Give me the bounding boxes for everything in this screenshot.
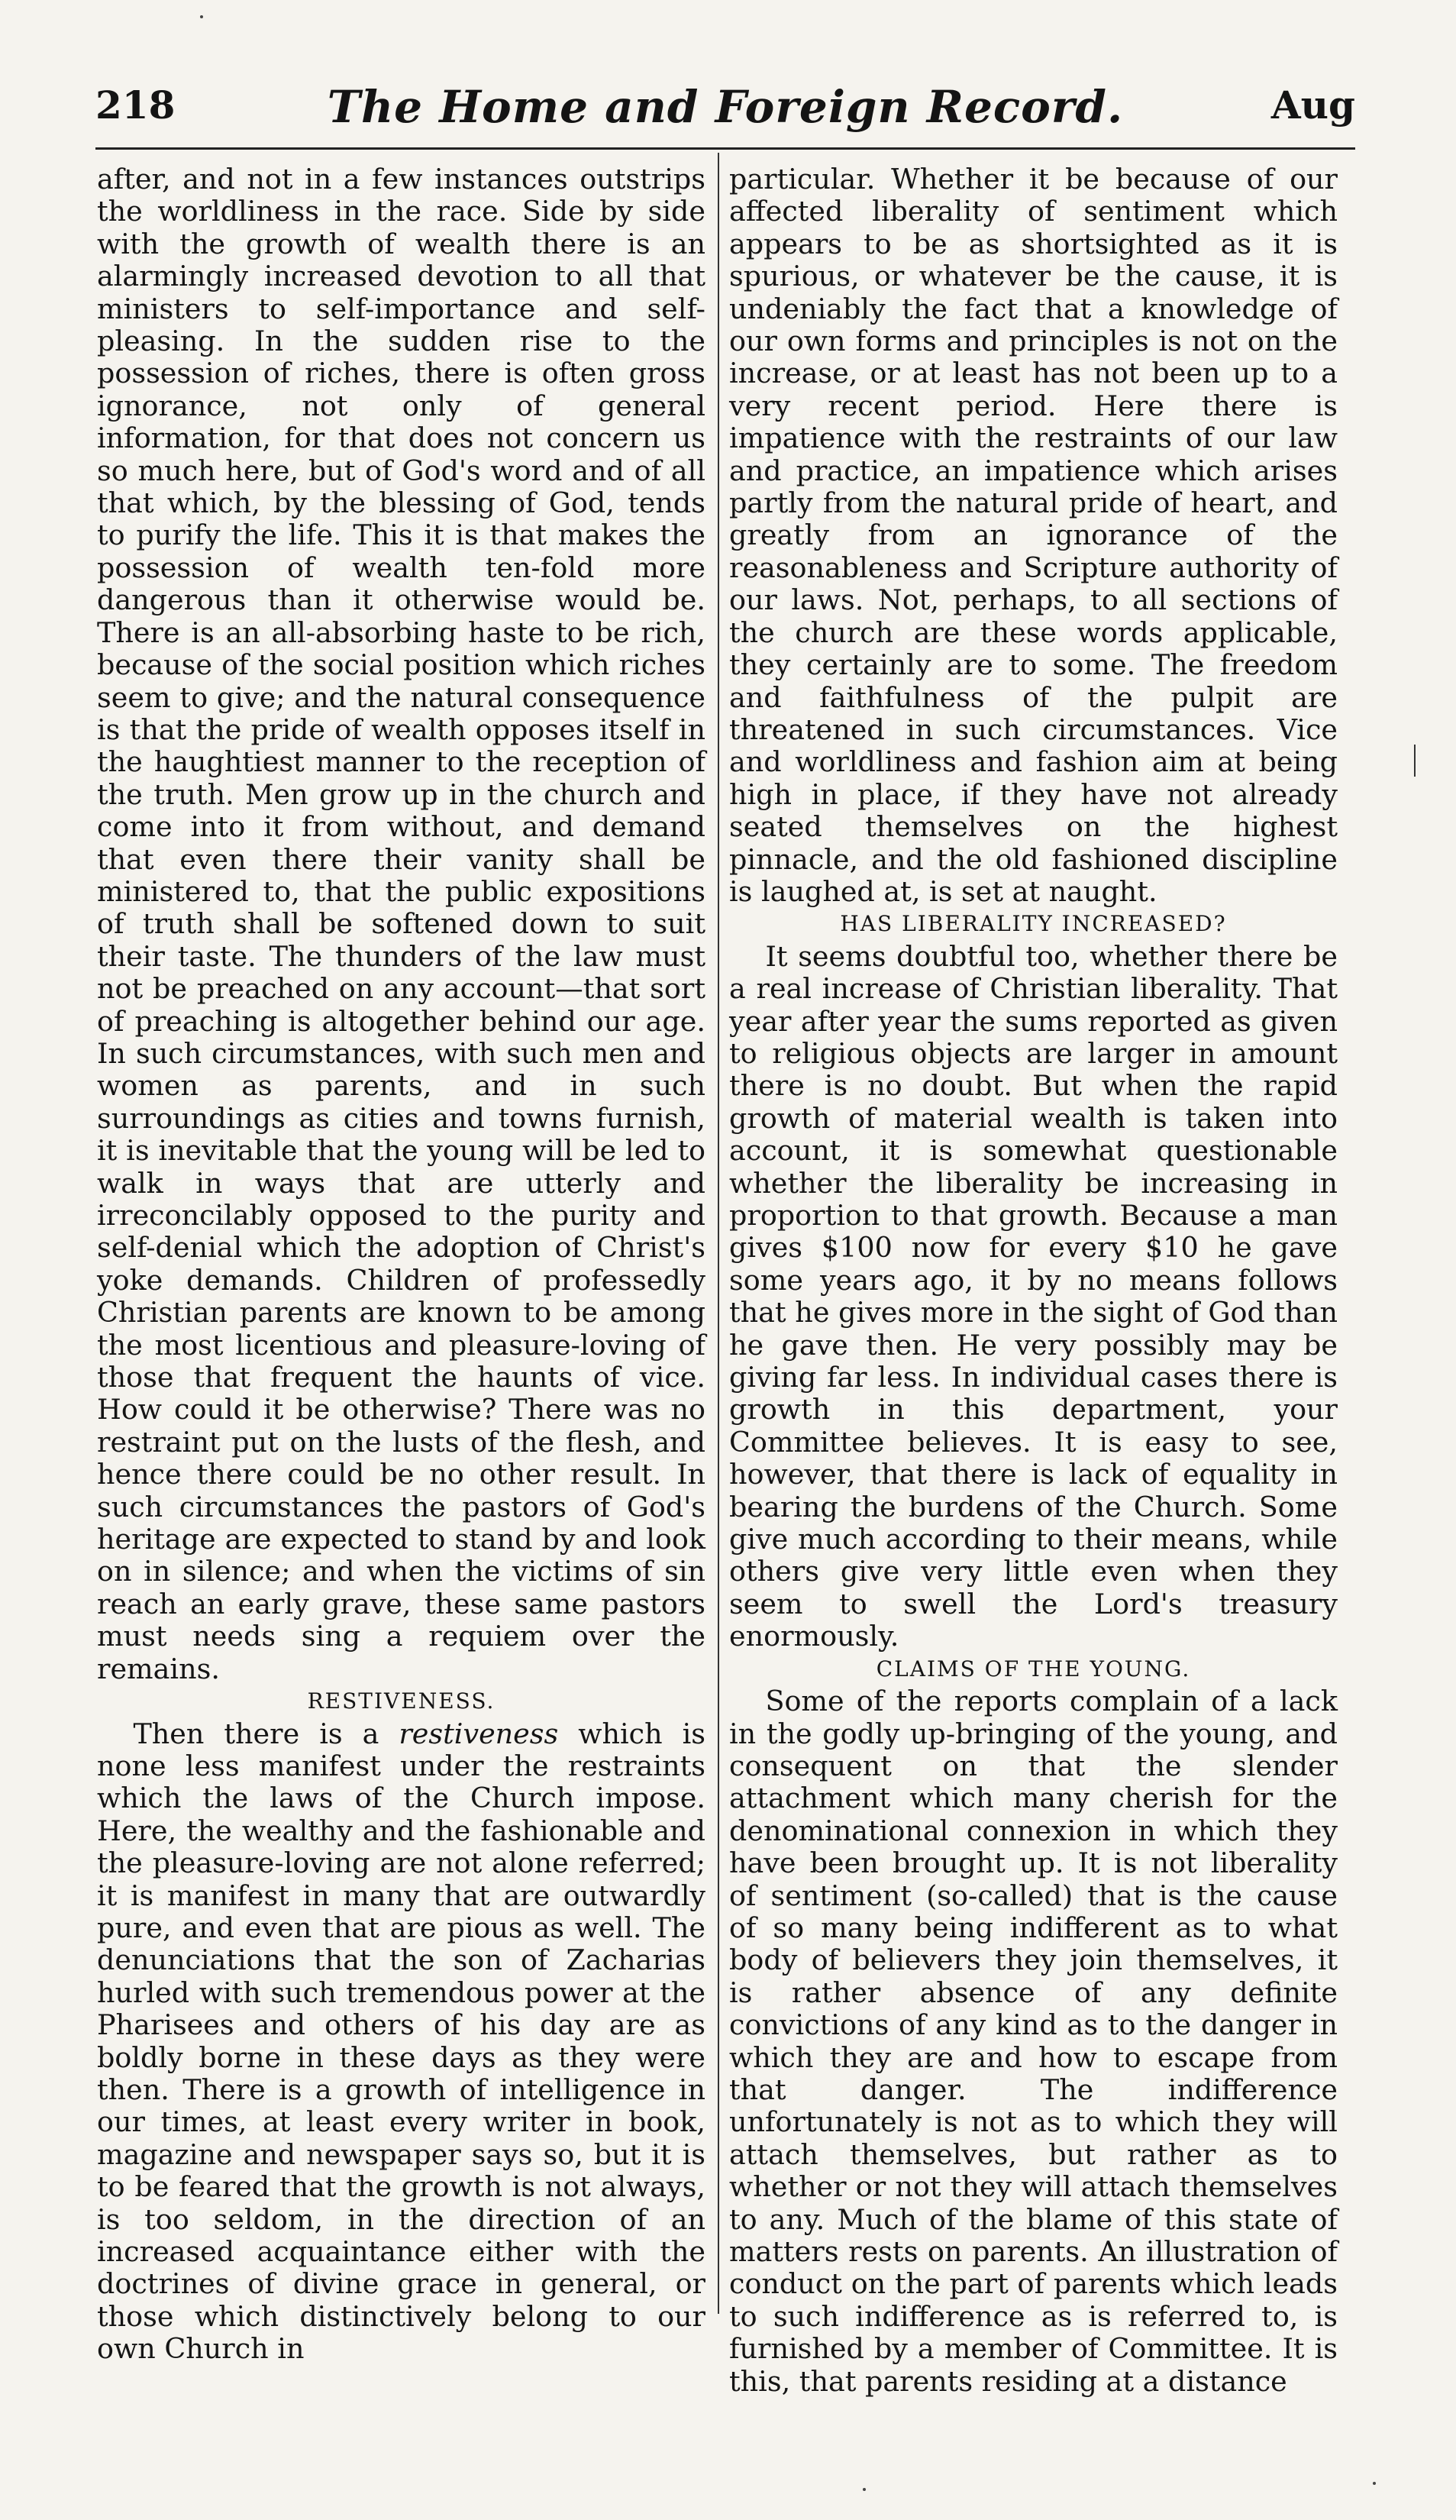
page-header [95, 82, 1355, 144]
left-paragraph-1: after, and not in a few instances outstrips the worldliness in the race. Side by side with the growth of wealth there is an alarmingly increased devotion to all that ministers to self-importance and self-pleasing. In the sudden rise to the possession of riches, there is often gross ignorance, not only of general information, for that does not concern us so much here, but of God's word and of all that which, by the blessing of God, tends to purify the life. This it is that makes the possession of wealth ten-fold more dangerous than it otherwise would be. There is an all-absorbing haste to be rich, because of the social position which riches seem to give; and the natural consequence is that the pride of wealth opposes itself in the haughtiest manner to the reception of the truth. Men grow up in the church and come into it from without, and demand that even there their vanity shall be ministered to, that the public expositions of truth shall be softened down to suit their taste. The thunders of the law must not be preached on any account—that sort of preaching is altogether behind our age. In such circumstances, with such men and women as parents, and in such surroundings as cities and towns furnish, it is inevitable that the young will be led to walk in ways that are utterly and irreconcilably opposed to the purity and self-denial which the adoption of Christ's yoke demands. Children of professedly Christian parents are known to be among the most licentious and pleasure-loving of those that frequent the haunts of vice. How could it be otherwise? There was no restraint put on the lusts of the flesh, and hence there could be no other result. In such circumstances the pastors of God's heritage are expected to stand by and look on in silence; and when the victims of sin reach an early grave, these same pastors must needs sing a requiem over the remains. [97, 163, 705, 1685]
left-paragraph-2-start: Then there is a [133, 1717, 399, 1750]
margin-mark [1414, 745, 1416, 777]
right-paragraph-2: It seems doubtful too, whether there be a real increase of Christian liberality. That year after year the sums reported as given to religious objects are larger in amount there is no doubt. But when the rapid growth of material wealth is taken into account, it is somewhat questionable whether the liberality be increasing in proportion to that growth. Because a man gives $100 now for every $10 he gave some years ago, it by no means follows that he gives more in the sight of God than he gave then. He very possibly may be giving far less. In individual cases there is growth in this department, your Committee believes. It is easy to see, however, that there is lack of equality in bearing the burdens of the Church. Some give much according to their means, while others give very little even when they seem to swell the Lord's treasury enormously. [729, 939, 1338, 1653]
section-heading-liberality: HAS LIBERALITY INCREASED? [840, 911, 1227, 937]
header-rule [95, 147, 1355, 150]
right-paragraph-3: Some of the reports complain of a lack in the godly up-bringing of the young, and consequent on that the slender attachment which many cherish for the denominational connexion in which they have been brought up. It is not liberality of sentiment (so-called) that is the cause of so many being indifferent as to what body of believers they join themselves, it is rather absence of any definite convictions of any kind as to the danger in which they are and how to escape from that danger. The indifference unfortunately is not as to which they will attach themselves, but rather as to whether or not they will attach themselves to any. Much of the blame of this state of matters rests on parents. An illustration of conduct on the part of parents which leads to such indifference as is referred to, is furnished by a member of Committee. It is this, that parents residing at a distance [729, 1685, 1338, 2398]
page-number: 218 [95, 82, 176, 128]
restiveness-emphasis: restiveness [399, 1717, 559, 1750]
section-heading-claims-of-young: CLAIMS OF THE YOUNG. [876, 1656, 1191, 1682]
print-speck [1373, 2482, 1376, 2485]
running-title: The Home and Foreign Record. [327, 81, 1124, 133]
print-speck [863, 2488, 866, 2491]
section-heading-restiveness: RESTIVENESS. [307, 1688, 496, 1714]
left-paragraph-2 [97, 1718, 705, 2366]
column-divider [718, 153, 719, 2314]
left-paragraph-2-rest: which is none less manifest under the restraints which the laws of the Church impose. Here, the wealthy and the fashionable and the pleasure-loving are not alone referred; it is manifest in many that are outwardly pure, and even that are pious as well. The denunciations that the son of Zacharias hurled with such tremendous power at the Pharisees and others of his day are as boldly borne in these days as they were then. There is a growth of intelligence in our times, at least every writer in book, magazine and newspaper says so, but it is to be feared that the growth is not always, is too seldom, in the direction of an increased acquaintance either with the doctrines of divine grace in general, or those which distinctively belong to our own Church in [97, 1717, 705, 2366]
right-column [729, 163, 1338, 2398]
print-speck [200, 15, 203, 18]
running-month: Aug [1270, 82, 1355, 128]
left-column [97, 163, 705, 2366]
right-paragraph-1: particular. Whether it be because of our affected liberality of sentiment which appears to be as shortsighted as it is spurious, or whatever be the cause, it is undeniably the fact that a knowledge of our own forms and principles is not on the increase, or at least has not been up to a very recent period. Here there is impatience with the restraints of our law and practice, an impatience which arises partly from the natural pride of heart, and greatly from an ignorance of the reasonableness and Scripture authority of our laws. Not, perhaps, to all sections of the church are these words applicable, they certainly are to some. The freedom and faithfulness of the pulpit are threatened in such circumstances. Vice and worldliness and fashion aim at being high in place, if they have not already seated themselves on the highest pinnacle, and the old fashioned discipline is laughed at, is set at naught. [729, 163, 1338, 908]
